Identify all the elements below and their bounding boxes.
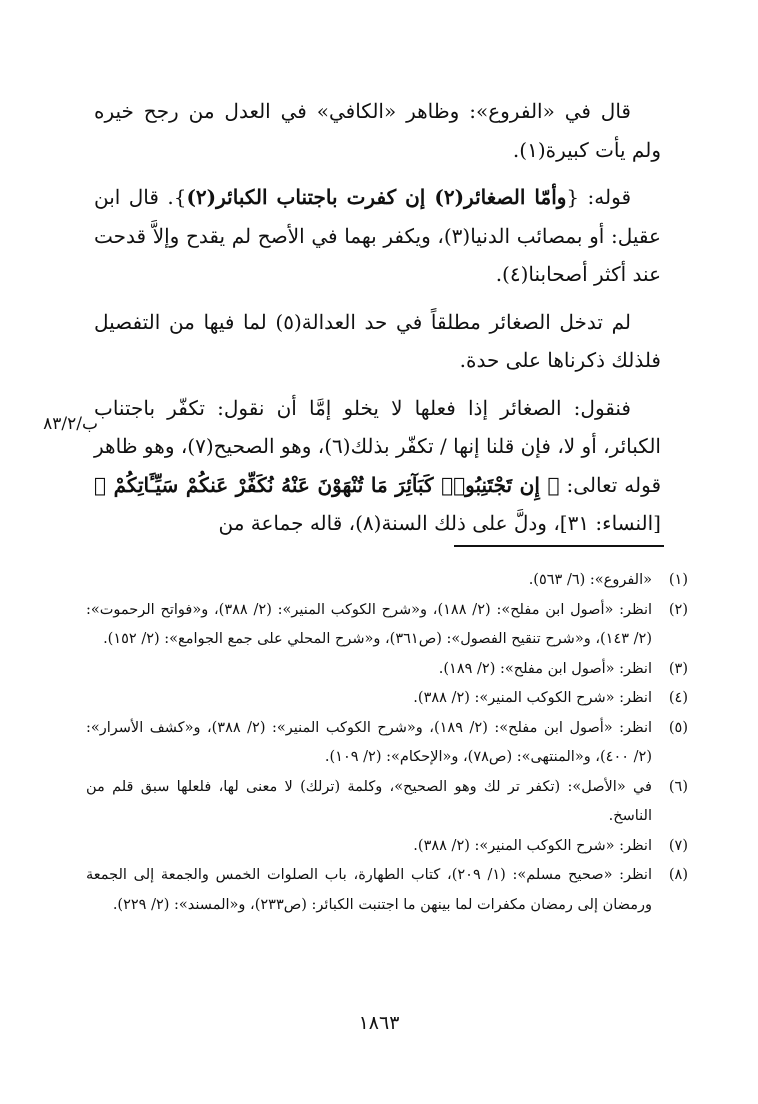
footnote-item <box>86 861 688 920</box>
paragraph-2 <box>94 178 661 294</box>
footnote-item <box>86 566 688 596</box>
footnote-item <box>86 773 688 832</box>
paragraph-4-rest: [النساء: ٣١]، ودلَّ على ذلك السنة(٨)، قاله جماعة من <box>218 511 661 535</box>
footnote-number: (٥) <box>668 719 688 736</box>
footnote-text: انظر: «أصول ابن مفلح»: (٢/ ١٨٩)، و«شرح الكوكب المنير»: (٢/ ٣٨٨)، و«كشف الأسرار»: (٢/ ٤٠٠)، و«المنتهى»: (ص٧٨)، و«الإحكام»: (٢/ ١٠٩). <box>86 719 653 765</box>
footnote-item <box>86 655 688 685</box>
footnote-number: (٧) <box>668 837 688 854</box>
footnote-text: في «الأصل»: (تكفر تر لك وهو الصحيح»، وكلمة (ترلك) لا معنى لها، فلعلها سبق قلم من الناسخ. <box>86 778 652 824</box>
footnote-number: (١) <box>668 572 688 588</box>
footnotes-list <box>86 566 688 920</box>
page-number: ١٨٦٣ <box>358 1012 400 1034</box>
footnote-text: انظر: «شرح الكوكب المنير»: (٢/ ٣٨٨). <box>413 690 652 706</box>
footnote-number: (٦) <box>668 778 688 795</box>
quran-verse: ﴿ إِن تَجْتَنِبُوا۟ كَبَآئِرَ مَا تُنْهَوْنَ عَنْهُ نُكَفِّرْ عَنكُمْ سَيِّـَٔاتِكُمْ ﴾ <box>94 472 560 497</box>
paragraph-4 <box>94 389 661 543</box>
paragraph-1 <box>94 92 661 169</box>
footnote-number: (٢) <box>668 601 688 618</box>
paragraph-4-lead: فنقول: الصغائر إذا فعلها لا يخلو إمَّا أن نقول: تكفّر باجتناب الكبائر، أو لا، فإن قلنا إنها / تكفّر بذلك(٦)، وهو الصحيح(٧)، وهو ظاهر قوله تعالى: <box>93 395 662 497</box>
footnote-item <box>86 596 688 655</box>
paragraph-1-text: قال في «الفروع»: وظاهر «الكافي» في العدل من رجح خيره ولم يأت كبيرة(١). <box>94 99 661 162</box>
quoted-matn: وأمّا الصغائر(٢) إن كفرت باجتناب الكبائر(٢) <box>186 185 567 209</box>
footnote-item <box>86 684 688 714</box>
footnote-item <box>86 832 688 862</box>
footnote-text: انظر: «صحيح مسلم»: (١/ ٢٠٩)، كتاب الطهارة، باب الصلوات الخمس والجمعة إلى الجمعة ورمضان إلى رمضان مكفرات لما بينهن ما اجتنبت الكبائر: (ص٢٣٣)، و«المسند»: (٢/ ٢٢٩). <box>86 867 652 913</box>
footnote-item <box>86 714 688 773</box>
manuscript-folio-marker: ب/٨٣/٢ <box>43 414 98 434</box>
footnote-text: انظر: «أصول ابن مفلح»: (٢/ ١٨٨)، و«شرح الكوكب المنير»: (٢/ ٣٨٨)، و«فواتح الرحموت»: (٢/ ١٤٣)، و«شرح تنقيح الفصول»: (ص٣٦١)، و«شرح المحلي على جمع الجوامع»: (٢/ ١٥٢). <box>86 601 653 647</box>
main-text <box>94 92 661 543</box>
footnote-text: انظر: «شرح الكوكب المنير»: (٢/ ٣٨٨). <box>413 837 652 854</box>
footnote-separator <box>454 545 664 547</box>
footnote-number: (٨) <box>668 867 688 883</box>
paragraph-2-rest: }. قال ابن عقيل: أو بمصائب الدنيا(٣)، ويكفر بهما في الأصح لم يقدح وإلاَّ قدحت عند أكثر أصحابنا(٤). <box>94 185 661 286</box>
footnote-text: «الفروع»: (٦/ ٥٦٣). <box>528 572 652 588</box>
paragraph-3 <box>94 303 661 380</box>
footnote-number: (٣) <box>668 660 688 677</box>
paragraph-3-text: لم تدخل الصغائر مطلقاً في حد العدالة(٥) لما فيها من التفصيل فلذلك ذكرناها على حدة. <box>94 309 661 372</box>
footnote-text: انظر: «أصول ابن مفلح»: (٢/ ١٨٩). <box>438 660 652 677</box>
paragraph-2-lead: قوله: { <box>566 185 631 209</box>
footnote-number: (٤) <box>668 690 688 706</box>
